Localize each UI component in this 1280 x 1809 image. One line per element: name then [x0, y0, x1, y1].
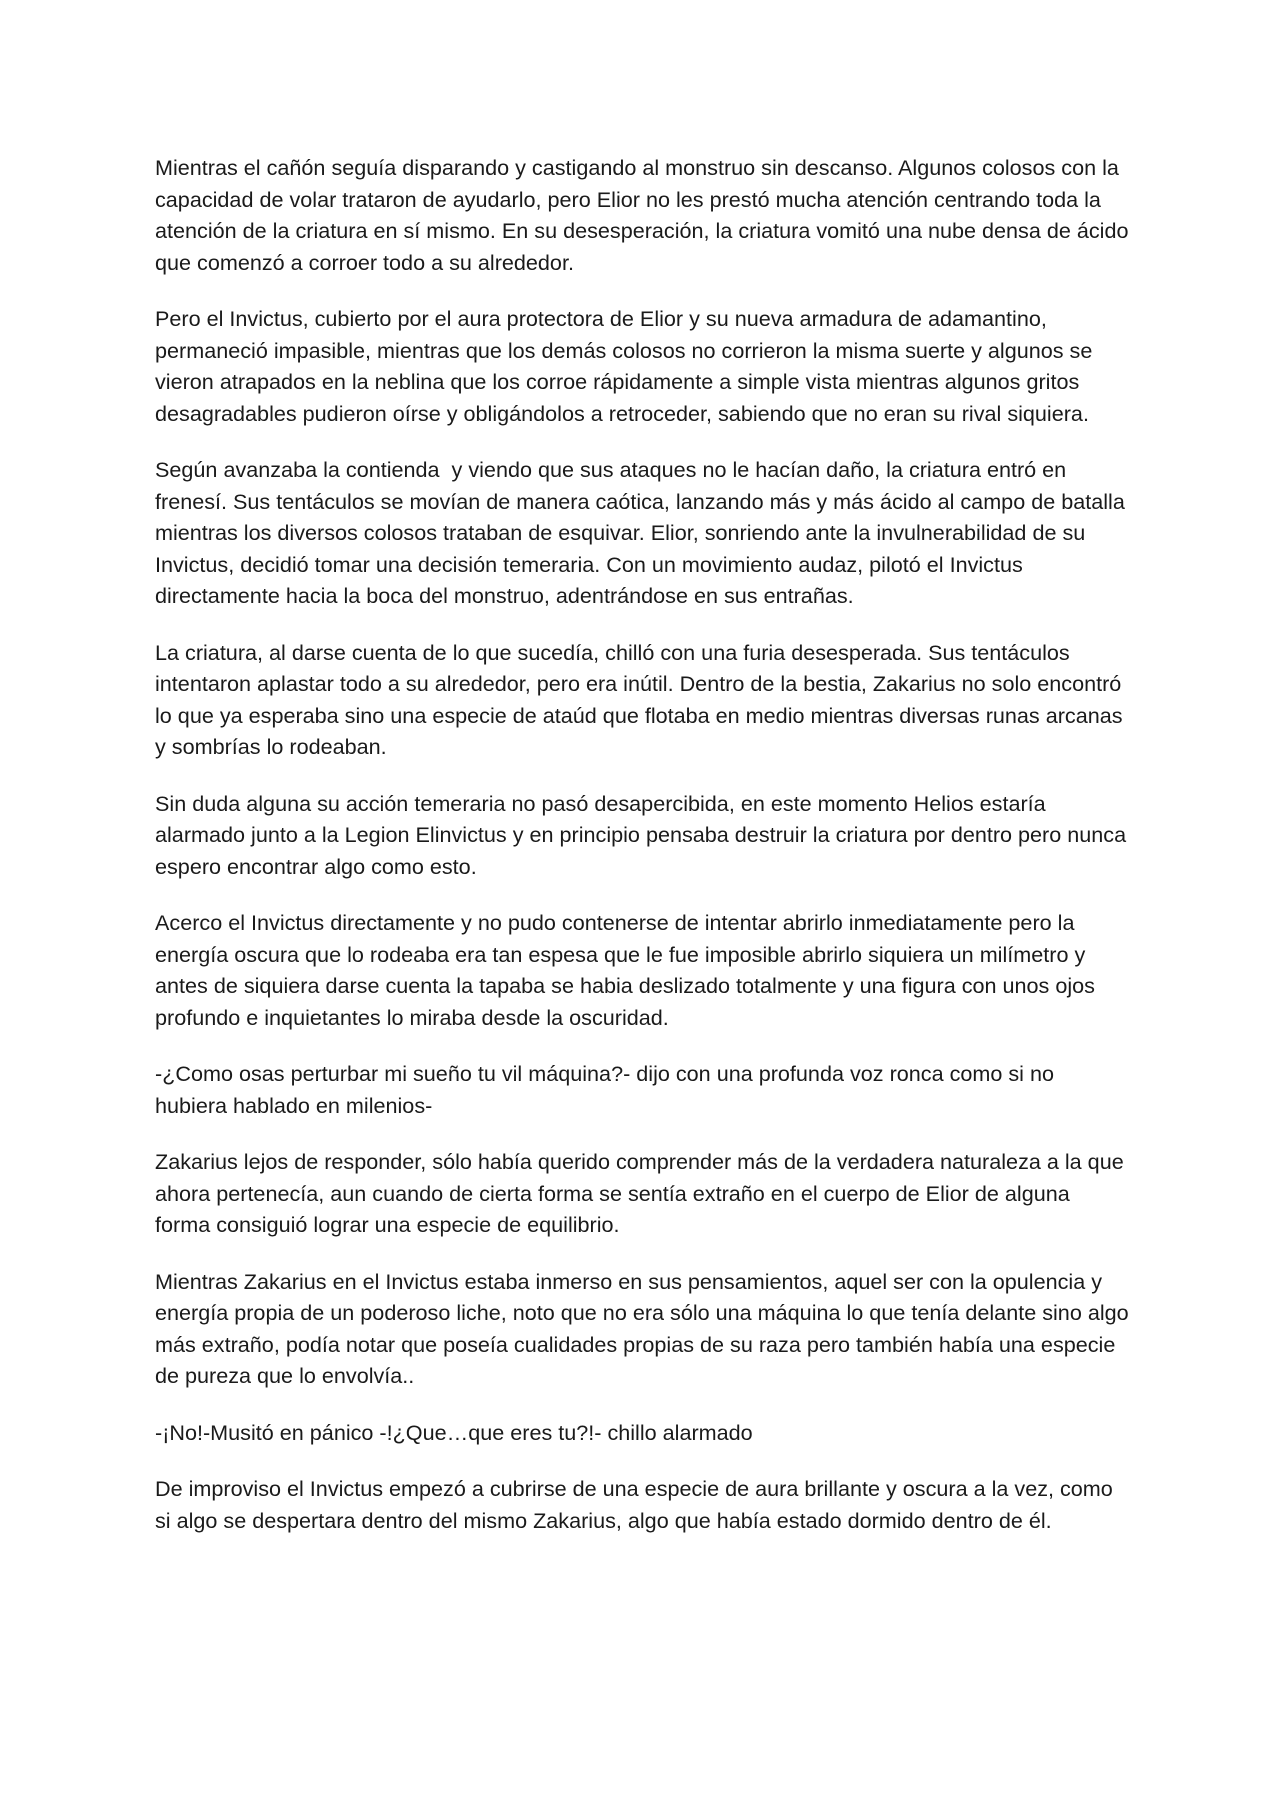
paragraph-7: -¿Como osas perturbar mi sueño tu vil máquina?- dijo con una profunda voz ronca como si no hubiera hablado en milenios- [155, 1061, 1060, 1118]
paragraph-8: Zakarius lejos de responder, sólo había querido comprender más de la verdadera naturaleza a la que ahora pertenecía, aun cuando de cierta forma se sentía extraño en el cuerpo de Elior de alguna forma consiguió lograr una especie de equilibrio. [155, 1149, 1130, 1237]
paragraph-4: La criatura, al darse cuenta de lo que sucedía, chilló con una furia desesperada. Sus tentáculos intentaron aplastar todo a su alrededor, pero era inútil. Dentro de la bestia, Zakarius no solo encontró lo que ya esperaba sino una especie de ataúd que flotaba en medio mientras diversas runas arcanas y sombrías lo rodeaban. [155, 639, 1129, 759]
paragraph-9: Mientras Zakarius en el Invictus estaba inmerso en sus pensamientos, aquel ser con la opulencia y energía propia de un poderoso liche, noto que no era sólo una máquina lo que tenía delante sino algo más extraño, podía notar que poseía cualidades propias de su raza pero también había una especie de pureza que lo envolvía.. [155, 1268, 1135, 1388]
paragraph-11: De improviso el Invictus empezó a cubrirse de una especie de aura brillante y oscura a la vez, como si algo se despertara dentro del mismo Zakarius, algo que había estado dormido dentro de él. [155, 1476, 1119, 1533]
paragraph-5: Sin duda alguna su acción temeraria no pasó desapercibida, en este momento Helios estaría alarmado junto a la Legion Elinvictus y en principio pensaba destruir la criatura por dentro pero nunca espero encontrar algo como esto. [155, 790, 1133, 879]
document-page [155, 152, 1135, 1561]
paragraph-10: -¡No!-Musitó en pánico -!¿Que…que eres tu?!- chillo alarmado [155, 1419, 753, 1445]
paragraph-3: Según avanzaba la contienda y viendo que sus ataques no le hacían daño, la criatura entró en frenesí. Sus tentáculos se movían de manera caótica, lanzando más y más ácido al campo de batalla mientras los diversos colosos trataban de esquivar. Elior, sonriendo ante la invulnerabilidad de su Invictus, decidió tomar una decisión temeraria. Con un movimiento audaz, pilotó el Invictus directamente hacia la boca del monstruo, adentrándose en sus entrañas. [155, 457, 1131, 608]
paragraph-2: Pero el Invictus, cubierto por el aura protectora de Elior y su nueva armadura de adamantino, permaneció impasible, mientras que los demás colosos no corrieron la misma suerte y algunos se vieron atrapados en la neblina que los corroe rápidamente a simple vista mientras algunos gritos desagradables pudieron oírse y obligándolos a retroceder, sabiendo que no eran su rival siquiera. [155, 306, 1099, 426]
paragraph-6: Acerco el Invictus directamente y no pudo contenerse de intentar abrirlo inmediatamente pero la energía oscura que lo rodeaba era tan espesa que le fue imposible abrirlo siquiera un milímetro y antes de siquiera darse cuenta la tapaba se habia deslizado totalmente y una figura con unos ojos profundo e inquietantes lo miraba desde la oscuridad. [155, 910, 1101, 1030]
paragraph-1: Mientras el cañón seguía disparando y castigando al monstruo sin descanso. Algunos colosos con la capacidad de volar trataron de ayudarlo, pero Elior no les prestó mucha atención centrando toda la atención de la criatura en sí mismo. En su desesperación, la criatura vomitó una nube densa de ácido que comenzó a corroer todo a su alrededor. [155, 155, 1135, 275]
